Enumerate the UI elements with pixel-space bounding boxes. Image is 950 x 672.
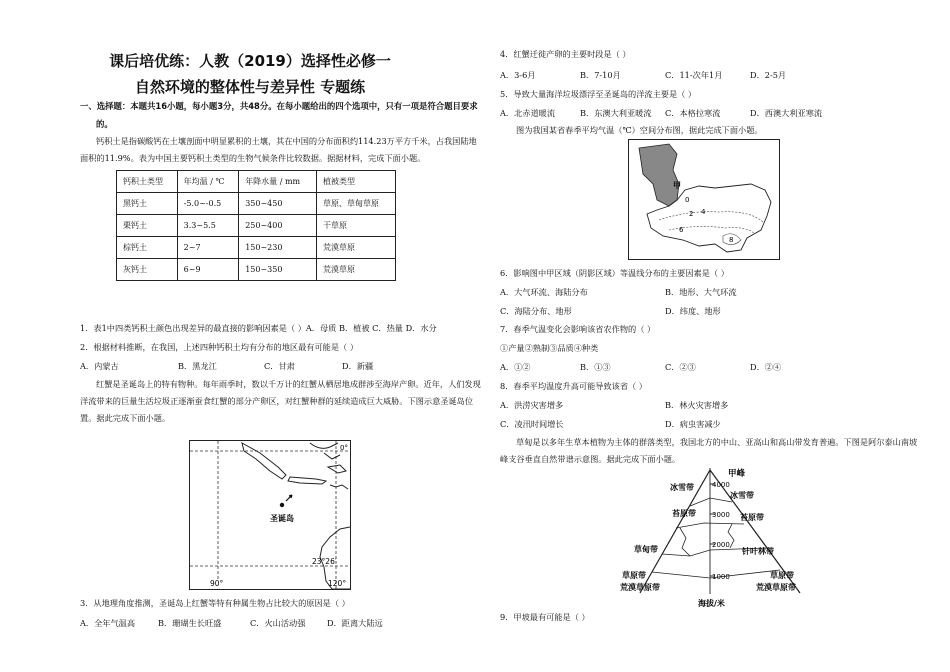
passage2-line2: 洋流带来的巨量生活垃圾正逐渐蚕食红蟹的部分产卵区，对红蟹种群的延续造成巨大威胁。下图示意圣诞岛位 (80, 396, 474, 406)
table-cell: 干草原 (316, 215, 395, 237)
mountain-zonation-diagram (620, 468, 820, 610)
q8-option-d: D．病虫害减少 (665, 419, 721, 429)
label-jia: 甲 (673, 181, 681, 190)
table-cell: 草原、草甸草原 (316, 193, 395, 215)
table-cell: 150~230 (239, 237, 317, 259)
table-cell: 6~9 (177, 259, 239, 281)
province-temperature-map (628, 139, 780, 260)
question-3: 3．从地理角度推测，圣诞岛上红蟹等特有种属生物占比较大的原因是（ ） (80, 598, 350, 608)
q6-option-d: D．纬度、地形 (665, 306, 721, 316)
q2-option-a: A．内蒙古 (80, 361, 119, 371)
table-row (117, 259, 396, 281)
table-cell: 350~450 (239, 193, 317, 215)
section-heading-cont: 的。 (96, 119, 113, 129)
elev-4000: 4000 (712, 481, 730, 489)
table-cell: 栗钙土 (117, 215, 178, 237)
table-row (117, 193, 396, 215)
isotherm-6: 6 (679, 226, 684, 234)
question-9: 9．甲坡最有可能是（ ） (500, 612, 590, 622)
q3-option-d: D．距离大陆远 (327, 618, 383, 628)
desert-steppe-left-label: 荒漠草原带 (620, 583, 660, 592)
passage4-line1: 草甸是以多年生草本植物为主体的群落类型，我国北方的中山、亚高山和高山带发育普遍。下图是阿尔泰山南坡 (516, 437, 918, 447)
q8-option-b: B．林火灾害增多 (665, 400, 729, 410)
q8-option-c: C．凌汛时间增长 (500, 419, 564, 429)
lat-0-label: 0° (340, 444, 348, 452)
passage3-line1: 图为我国某省春季平均气温（℃）空间分布图，据此完成下面小题。 (516, 125, 763, 135)
q7-items: ①产量②熟制③品质④种类 (500, 343, 599, 353)
question-7: 7．春季气温变化会影响该省农作物的（ ） (500, 324, 656, 334)
q2-option-c: C．甘肃 (264, 361, 295, 371)
question-8: 8．春季平均温度升高可能导致该省（ ） (500, 381, 647, 391)
table-row (117, 237, 396, 259)
passage1-line2: 面积的11.9%。表为中国主要钙积土类型的生物气候条件比较数据。据据材料，完成下面小题。 (80, 153, 426, 163)
q6-option-b: B．地形、大气环流 (665, 287, 737, 297)
table-row (117, 215, 396, 237)
meadow-label: 草甸带 (634, 545, 658, 554)
table-header: 钙积土类型 (117, 171, 178, 193)
q8-option-a: A．洪涝灾害增多 (500, 400, 564, 410)
desert-steppe-right-label: 荒漠草原带 (756, 583, 796, 592)
q3-option-b: B．珊瑚生长旺盛 (158, 618, 222, 628)
tundra-right-label: 苔原带 (740, 513, 764, 522)
table-cell: 150~350 (239, 259, 317, 281)
peak-label: 甲峰 (728, 469, 746, 479)
ice-right-label: 冰雪带 (730, 491, 754, 500)
q3-option-a: A．全年气温高 (80, 618, 136, 628)
table-header-row (117, 171, 396, 193)
q7-option-b: B．①③ (580, 362, 611, 372)
steppe-left-label: 草原带 (622, 571, 646, 580)
isotherm-2: 2 (689, 210, 694, 218)
question-1: 1．表1中四类钙积土颜色出现差异的最直接的影响因素是（ ）A．母质 B．植被 C．热量 D．水分 (80, 323, 437, 333)
passage1-line1: 钙积土是指碳酸钙在土壤剖面中明显累积的土壤，其在中国的分布面积约114.23万平方千米，占我国陆地 (96, 136, 477, 146)
q7-option-d: D．②④ (750, 362, 782, 372)
passage2-line3: 置。据此完成下面小题。 (80, 413, 171, 423)
q6-option-c: C．海陆分布、地形 (500, 306, 572, 316)
q2-option-d: D．新疆 (342, 361, 374, 371)
mountain-graphic (620, 468, 820, 610)
q7-option-a: A．①② (500, 362, 531, 372)
question-2: 2．根据材料推断，在我国，上述四种钙积土均有分布的地区最有可能是（ ） (80, 342, 359, 352)
q3-option-c: C．火山活动强 (250, 618, 306, 628)
question-5: 5．导致大量海洋垃圾漂浮至圣诞岛的洋流主要是（ ） (500, 89, 697, 99)
question-4: 4．红蟹迁徙产卵的主要时段是（ ） (500, 49, 631, 59)
table-cell: 棕钙土 (117, 237, 178, 259)
soil-table (116, 170, 396, 281)
q5-option-b: B．东澳大利亚暖流 (580, 108, 652, 118)
lon-90-label: 90° (210, 579, 224, 588)
q4-option-c: C．11-次年1月 (665, 70, 723, 80)
table-header: 植被类型 (316, 171, 395, 193)
region-jia (639, 144, 679, 206)
table-cell: -5.0~-0.5 (177, 193, 239, 215)
q5-option-a: A．北赤道暖流 (500, 108, 556, 118)
passage2-line1: 红蟹是圣诞岛上的特有物种。每年雨季时，数以千万计的红蟹从栖居地成群涉至海岸产卵。近年，人们发现 (96, 379, 481, 389)
conifer-label: 针叶林带 (742, 547, 774, 556)
lat-23-label: 23°26′ (312, 557, 337, 566)
isotherm-8: 8 (729, 236, 734, 244)
ice-left-label: 冰雪带 (670, 483, 694, 492)
island-label: 圣诞岛 (270, 514, 294, 523)
isotherm-0: 0 (685, 196, 690, 204)
page-title: 课后培优练：人教（2019）选择性必修一 (109, 52, 391, 70)
q4-option-b: B．7-10月 (580, 70, 621, 80)
tundra-left-label: 苔原带 (672, 509, 696, 518)
elev-1000: 1000 (712, 573, 730, 581)
section-heading: 一、选择题：本题共16小题，每小题3分，共48分。在每小题给出的四个选项中，只有一项是符合题目要求 (80, 101, 478, 111)
steppe-right-label: 草原带 (770, 571, 794, 580)
q6-option-a: A．大气环流、海陆分布 (500, 287, 588, 297)
q7-option-c: C．②③ (665, 362, 696, 372)
table-cell: 250~400 (239, 215, 317, 237)
q2-option-b: B．黑龙江 (178, 361, 217, 371)
island-marker (280, 503, 284, 507)
q5-option-c: C．本格拉寒流 (665, 108, 721, 118)
table-cell: 灰钙土 (117, 259, 178, 281)
table-cell: 黑钙土 (117, 193, 178, 215)
question-6: 6．影响图中甲区域（阴影区域）等温线分布的主要因素是（ ） (500, 268, 729, 278)
q4-option-a: A．3-6月 (500, 70, 536, 80)
table-header: 年均温 / ℃ (177, 171, 239, 193)
province-map-graphic (629, 140, 779, 259)
table-cell: 荒漠草原 (316, 259, 395, 281)
q5-option-d: D．西澳大利亚寒流 (750, 108, 823, 118)
map-graphic (190, 441, 350, 589)
elev-2000: 2000 (712, 541, 730, 549)
table-cell: 2~7 (177, 237, 239, 259)
lon-120-label: 120° (328, 579, 347, 588)
christmas-island-map (189, 440, 351, 590)
q4-option-d: D．2-5月 (750, 70, 787, 80)
table-header: 年降水量 / mm (239, 171, 317, 193)
elev-3000: 3000 (712, 511, 730, 519)
passage4-line2: 峰支谷垂直自然带谱示意图。据此完成下面小题。 (500, 454, 681, 464)
page-subtitle: 自然环境的整体性与差异性 专题练 (134, 78, 366, 96)
table-cell: 3.3~5.5 (177, 215, 239, 237)
elevation-axis-label: 海拔/米 (698, 599, 725, 608)
table-cell: 荒漠草原 (316, 237, 395, 259)
isotherm-4: 4 (701, 208, 706, 216)
